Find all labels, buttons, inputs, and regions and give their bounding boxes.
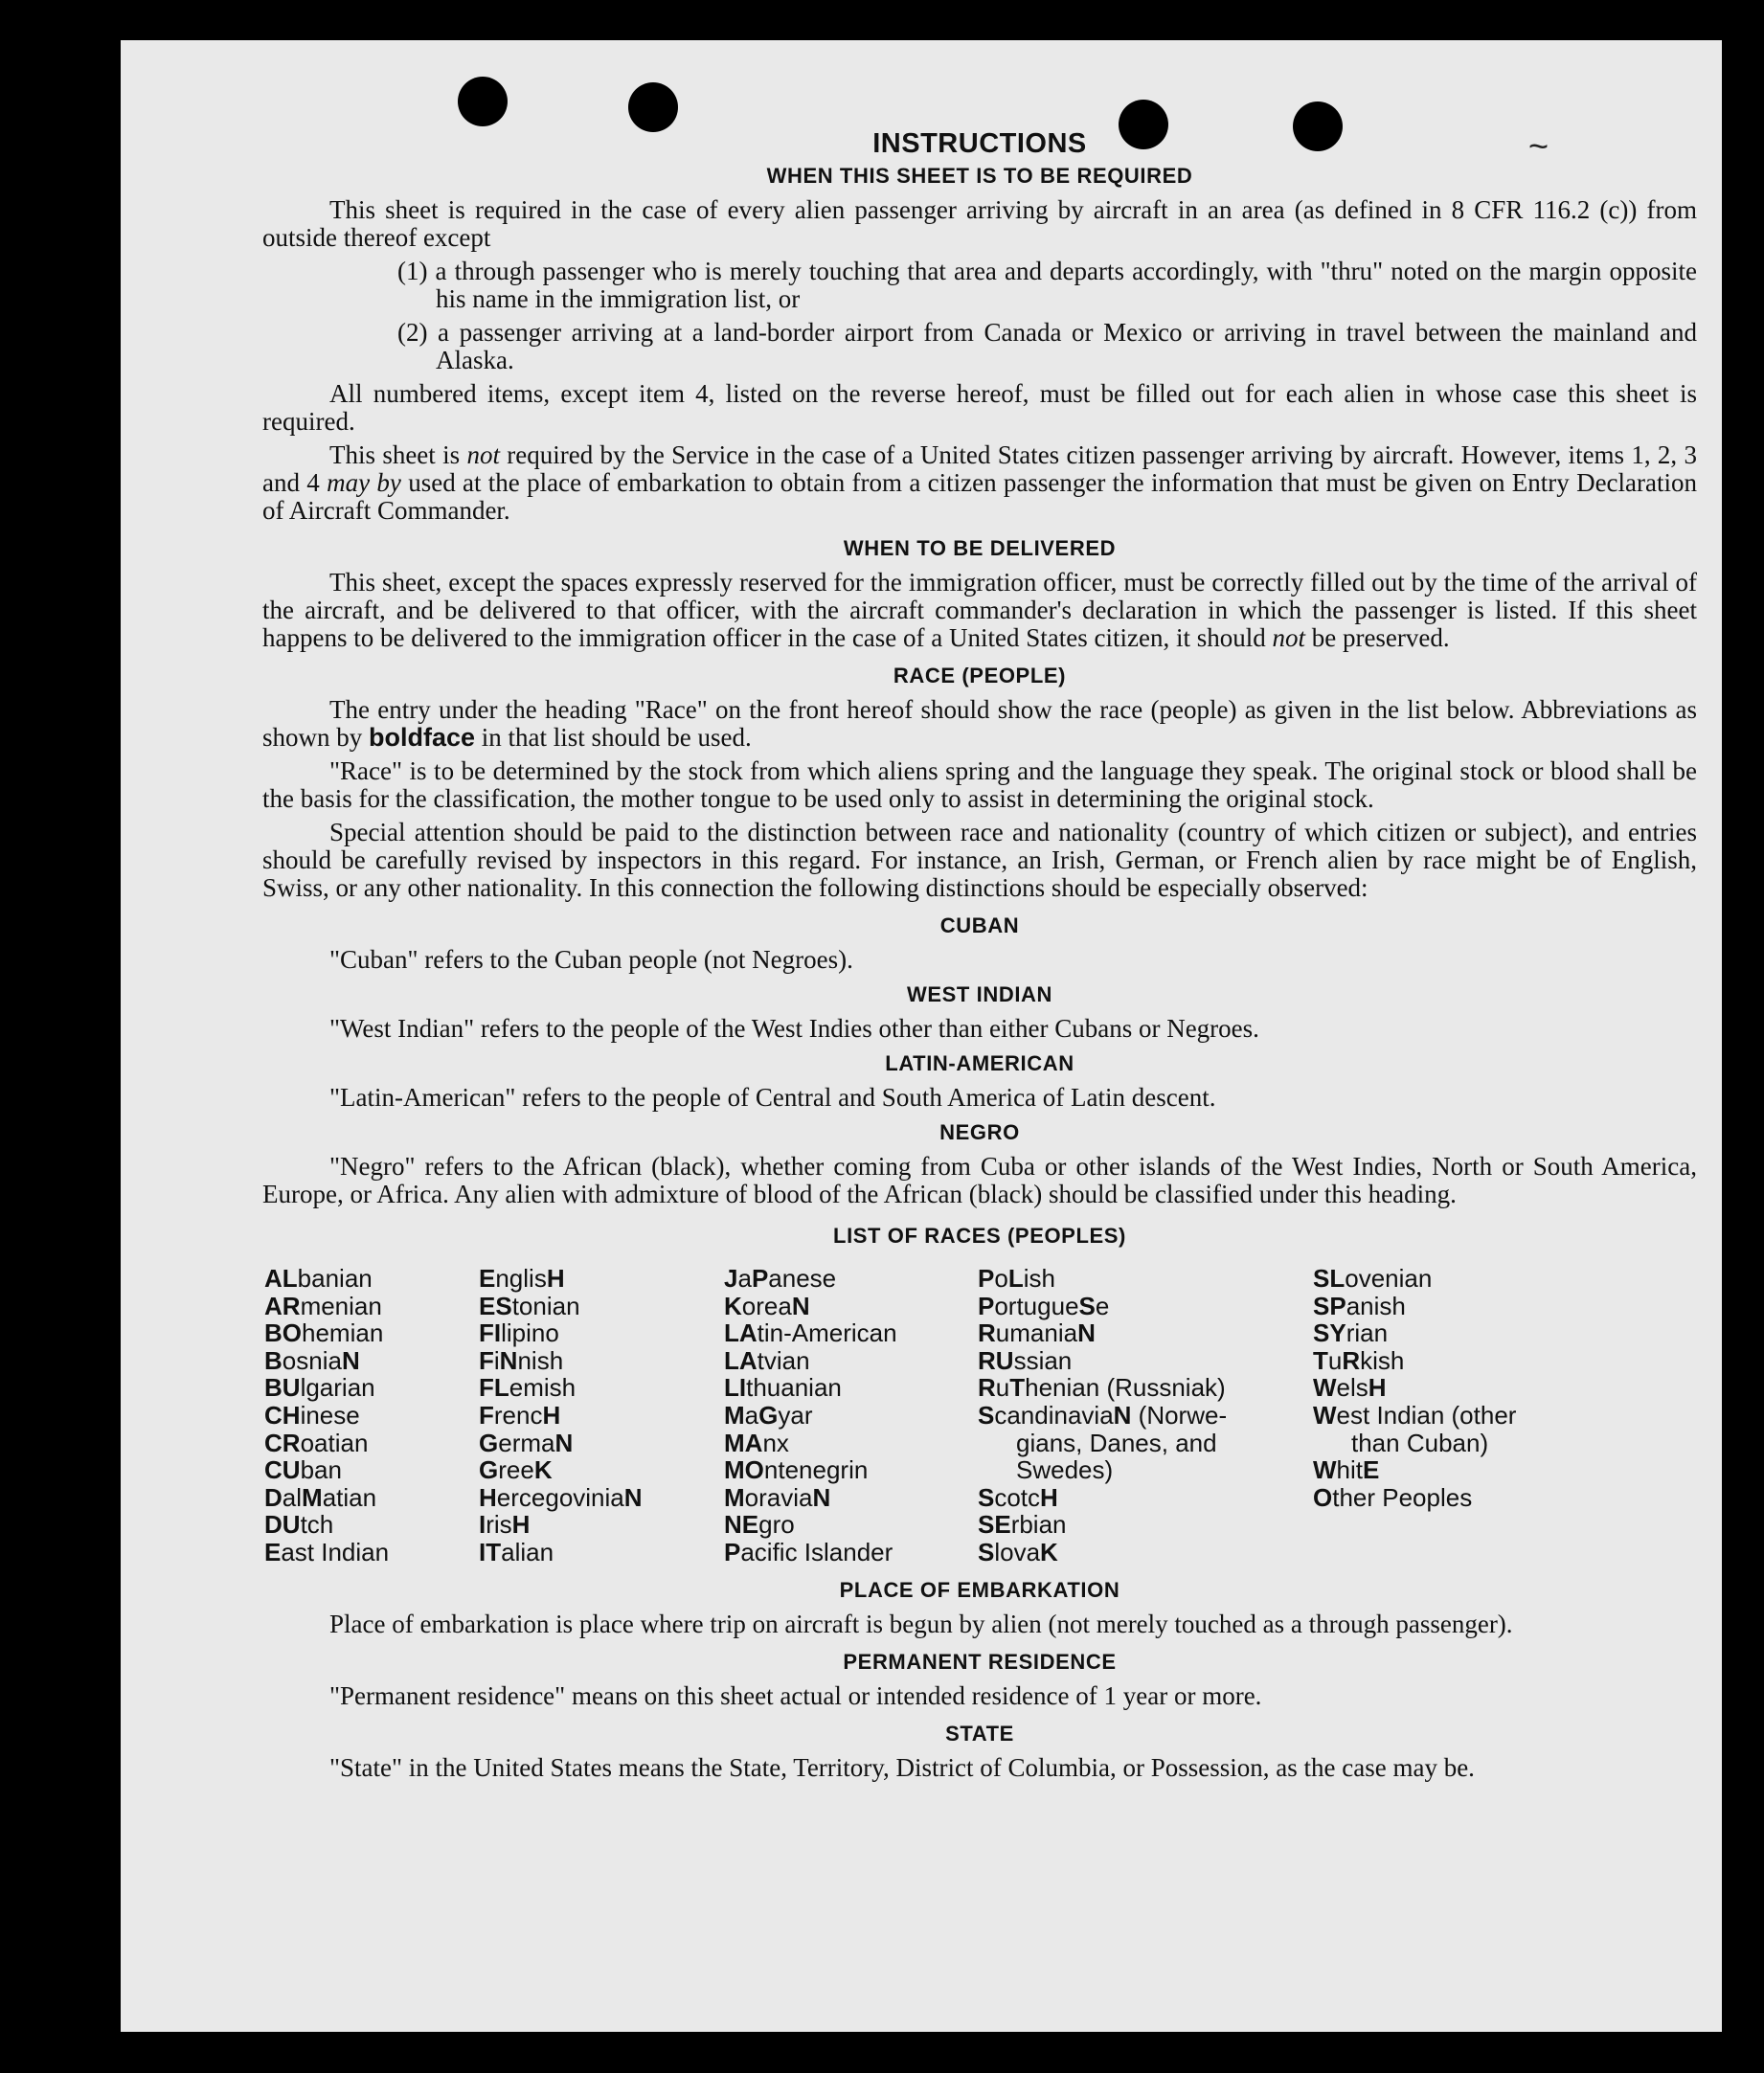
races-column (479, 1265, 724, 1566)
race-entry: SlovaK (978, 1537, 1058, 1566)
paragraph: "Race" is to be determined by the stock from which aliens spring and the language they speak. The original stock or blood shall be the basis for the classification, the mother tongue to be used only to assist in determining the original stock. (262, 756, 1697, 813)
race-entry: DUtch (264, 1510, 334, 1540)
section-heading: STATE (945, 1721, 1014, 1746)
section-heading: PLACE OF EMBARKATION (839, 1577, 1120, 1602)
race-entry: MAnx (724, 1428, 789, 1457)
punch-hole (628, 82, 678, 132)
races-column (264, 1265, 479, 1566)
races-column (1313, 1265, 1591, 1566)
page-title: INSTRUCTIONS (872, 128, 1087, 159)
paragraph: "Cuban" refers to the Cuban people (not Negroes). (329, 945, 853, 974)
paragraph: "Negro" refers to the African (black), whether coming from Cuba or other islands of the West Indies, North or South America, Europe, or Africa. Any alien with admixture of blood of the African (black) should be classified under this heading. (262, 1152, 1697, 1208)
race-entry: FiNnish (479, 1345, 564, 1375)
race-entry: EnglisH (479, 1264, 565, 1293)
race-entry: GreeK (479, 1455, 553, 1485)
race-entry: ScandinaviaN (Norwe- (978, 1400, 1228, 1430)
race-entry: WelsH (1313, 1373, 1387, 1403)
paragraph: "Permanent residence" means on this sheet actual or intended residence of 1 year or more. (329, 1680, 1262, 1710)
race-entry: HercegoviniaN (479, 1482, 643, 1512)
race-entry: MaGyar (724, 1400, 813, 1430)
race-entry: Pacific Islander (724, 1537, 893, 1566)
section-heading: CUBAN (939, 913, 1020, 937)
paragraph: This sheet, except the spaces expressly reserved for the immigration officer, must be correctly filled out by the time of the arrival of the aircraft, and be delivered to that officer, with the aircraft commander's declaration in which the passenger is listed. If this sheet happens to be delivered to the immigration officer in the case of a United States citizen, it should not be preserved. (262, 568, 1697, 652)
section-heading: LATIN-AMERICAN (885, 1051, 1074, 1075)
race-entry: West Indian (other (1313, 1400, 1517, 1430)
race-entry: FIlipino (479, 1318, 559, 1348)
race-entry: MOntenegrin (724, 1455, 869, 1485)
stray-mark: ~ (1528, 126, 1549, 166)
paragraph: Place of embarkation is place where trip on aircraft is begun by alien (not merely touched as a through passenger). (329, 1609, 1513, 1638)
race-entry: BOhemian (264, 1318, 384, 1348)
race-entry: PortugueSe (978, 1291, 1110, 1320)
list-item: (2) a passenger arriving at a land-border airport from Canada or Mexico or arriving in travel between the mainland and Alaska. (397, 318, 1697, 374)
section-heading: LIST OF RACES (PEOPLES) (833, 1224, 1126, 1248)
races-list (264, 1265, 1697, 1566)
race-entry: SPanish (1313, 1291, 1406, 1320)
race-entry: LAtin-American (724, 1318, 897, 1348)
document-sheet (121, 40, 1722, 2032)
list-item: (1) a through passenger who is merely touching that area and departs accordingly, with "thru" noted on the margin opposite his name in the immigration list, or (397, 257, 1697, 313)
race-entry: RUssian (978, 1345, 1073, 1375)
paragraph: All numbered items, except item 4, listed on the reverse hereof, must be filled out for each alien in whose case this sheet is required. (262, 379, 1697, 436)
paragraph: The entry under the heading "Race" on the front hereof should show the race (people) as given in the list below. Abbreviations as shown by boldface in that list should be used. (262, 695, 1697, 752)
race-entry: GermaN (479, 1428, 574, 1457)
race-entry: Swedes) (1016, 1455, 1114, 1485)
paragraph: "State" in the United States means the State, Territory, District of Columbia, or Possession, as the case may be. (329, 1752, 1475, 1782)
race-entry: SLovenian (1313, 1264, 1433, 1293)
race-entry: KoreaN (724, 1291, 810, 1320)
section-heading: WHEN TO BE DELIVERED (843, 536, 1117, 560)
race-entry: FrencH (479, 1400, 561, 1430)
race-entry: LIthuanian (724, 1373, 842, 1403)
race-entry: PoLish (978, 1264, 1055, 1293)
punch-hole (458, 77, 508, 126)
race-entry: NEgro (724, 1510, 795, 1540)
race-entry: MoraviaN (724, 1482, 831, 1512)
section-heading: PERMANENT RESIDENCE (843, 1649, 1117, 1674)
race-entry: DalMatian (264, 1482, 377, 1512)
race-entry: East Indian (264, 1537, 390, 1566)
race-entry: FLemish (479, 1373, 577, 1403)
race-entry: BosniaN (264, 1345, 360, 1375)
race-entry: IrisH (479, 1510, 531, 1540)
section-heading: RACE (PEOPLE) (893, 664, 1067, 687)
race-entry: JaPanese (724, 1264, 837, 1293)
race-entry: TuRkish (1313, 1345, 1405, 1375)
instructions-body (262, 130, 1697, 1782)
paragraph: "West Indian" refers to the people of the West Indies other than either Cubans or Negroes. (329, 1014, 1259, 1043)
race-entry: BUlgarian (264, 1373, 375, 1403)
section-heading: WEST INDIAN (906, 982, 1053, 1006)
race-entry: SErbian (978, 1510, 1067, 1540)
paragraph: "Latin-American" refers to the people of Central and South America of Latin descent. (329, 1083, 1216, 1112)
races-column (978, 1265, 1313, 1566)
race-entry: Other Peoples (1313, 1482, 1473, 1512)
race-entry: WhitE (1313, 1455, 1380, 1485)
race-entry: LAtvian (724, 1345, 810, 1375)
section-heading: NEGRO (939, 1120, 1020, 1144)
race-entry: ScotcH (978, 1482, 1058, 1512)
race-entry: gians, Danes, and (1016, 1428, 1217, 1457)
race-entry: than Cuban) (1351, 1428, 1489, 1457)
paragraph: This sheet is required in the case of every alien passenger arriving by aircraft in an area (as defined in 8 CFR 116.2 (c)) from outside thereof except (262, 195, 1697, 252)
race-entry: RumaniaN (978, 1318, 1096, 1348)
paragraph: This sheet is not required by the Service in the case of a United States citizen passenger arriving by aircraft. However, items 1, 2, 3 and 4 may by used at the place of embarkation to obtain from a citizen passenger the information that must be given on Entry Declaration of Aircraft Commander. (262, 440, 1698, 525)
race-entry: CHinese (264, 1400, 360, 1430)
races-column (724, 1265, 978, 1566)
race-entry: CRoatian (264, 1428, 369, 1457)
race-entry: CUban (264, 1455, 342, 1485)
race-entry: ARmenian (264, 1291, 382, 1320)
race-entry: EStonian (479, 1291, 580, 1320)
race-entry: ITalian (479, 1537, 554, 1566)
race-entry: SYrian (1313, 1318, 1389, 1348)
section-heading: WHEN THIS SHEET IS TO BE REQUIRED (766, 164, 1193, 188)
paragraph: Special attention should be paid to the distinction between race and nationality (country of which citizen or subject), and entries should be carefully revised by inspectors in this regard. For instance, an Irish, German, or French alien by race might be of English, Swiss, or any other nationality. In this connection the following distinctions should be especially observed: (262, 818, 1697, 902)
race-entry: RuThenian (Russniak) (978, 1373, 1226, 1403)
race-entry: ALbanian (264, 1264, 373, 1293)
